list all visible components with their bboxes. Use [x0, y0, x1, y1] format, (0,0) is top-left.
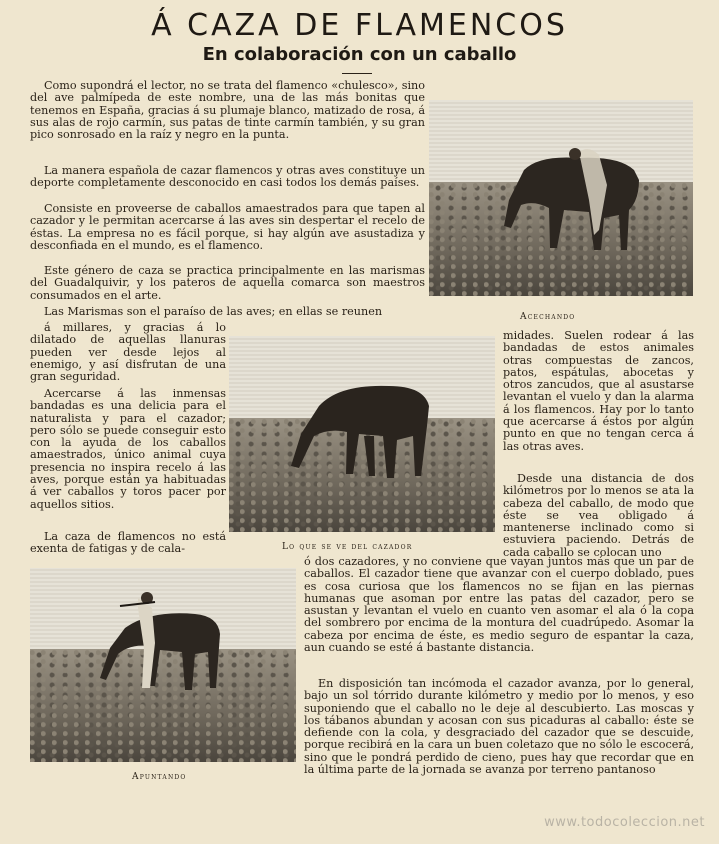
title-rule	[342, 73, 372, 74]
paragraph-6: á millares, y gracias á lo dilatado de aquellas llanuras pueden ver desde lejos al enemigo, y así disfrutan de una gran seguridad.	[30, 321, 226, 384]
photo-apuntando	[30, 568, 296, 762]
paragraph-5: Las Marismas son el paraíso de las aves; en ellas se reunen	[44, 305, 383, 318]
caption-apuntando: Apuntando	[132, 772, 187, 782]
paragraph-1: Como supondrá el lector, no se trata del flamenco «chulesco», sino del ave palmípeda de este nombre, una de las más bonitas que tenemos en España, gracias á su plumaje blanco, matizado de rosa, á sus alas de rojo carmín, sus patas de tinte carmín también, y su gran pico sonrosado en la raíz y negro en la punta.	[30, 79, 425, 142]
caption-acechando: Acechando	[520, 312, 576, 322]
paragraph-4: Este género de caza se practica principalmente en las marismas del Guadalquivir, y los pateros de aquella comarca son maestros consumados en el arte.	[30, 264, 425, 302]
paragraph-2: La manera española de cazar flamencos y otras aves constituye un deporte completamente desconocido en casi todos los demás países.	[30, 164, 425, 190]
article-title: Á CAZA DE FLAMENCOS	[151, 8, 568, 43]
paragraph-8: La caza de flamencos no está exenta de fatigas y de cala-	[30, 530, 226, 556]
horse-illustration	[229, 336, 495, 532]
paragraph-12: En disposición tan incómoda el cazador avanza, por lo general, bajo un sol tórrido durante kilómetro y medio por lo menos, y eso suponiendo que el caballo no le deje al descubierto. Las moscas y los tábanos abundan y acosan con sus picaduras al caballo: éste se defiende con la cola, y desgraciado del cazador que se descuide, porque recibirá en la cara un buen coletazo que no sólo le escocerá, sino que le pondrá perdido de cieno, pues hay que recordar que en la última parte de la jornada se avanza por terreno pantanoso	[304, 677, 694, 777]
photo-acechando	[429, 100, 693, 296]
paragraph-3: Consiste en proveerse de caballos amaestrados para que tapen al cazador y le permitan acercarse á las aves sin despertar el recelo de éstas. La empresa no es fácil porque, si hay algún ave asustadiza y desconfiada en el mundo, es el flamenco.	[30, 202, 425, 252]
paragraph-9: midades. Suelen rodear á las bandadas de estos animales otras compuestas de zancos, patos, espátulas, abocetas y otros zancudos, que al asustarse levantan el vuelo y dan la alarma á los flamencos. Hay por lo tanto que acercarse á éstos por algún punto en que no tengan cerca á las otras aves.	[503, 329, 694, 453]
article-subtitle: En colaboración con un caballo	[202, 44, 517, 65]
paragraph-11: ó dos cazadores, y no conviene que vayan juntos más que un par de caballos. El cazador tiene que avanzar con el cuerpo doblado, pues es cosa curiosa que los flamencos no se fijan en las piernas humanas que asoman por entre las patas del cazador, pero se asustan y levantan el vuelo en cuanto ven asomar el ala ó la copa del sombrero por encima de la montura del cuadrúpedo. Asomar la cabeza por encima de éste, es medio seguro de espantar la caza, aun cuando se esté á bastante distancia.	[304, 555, 694, 655]
hunter-aiming-illustration	[30, 568, 296, 762]
photo-lo-que-se-ve	[229, 336, 495, 532]
caption-lo-que-se-ve: Lo que se ve del cazador	[282, 542, 413, 552]
watermark: www.todocoleccion.net	[544, 815, 705, 830]
paragraph-7: Acercarse á las inmensas bandadas es una delicia para el naturalista y para el cazador; pero sólo se puede conseguir esto con la ayuda de los caballos amaestrados, único animal cuya presencia no inspira recelo á las aves, porque están ya habituadas á ver caballos y toros pacer por aquellos sitios.	[30, 387, 226, 511]
paragraph-10: Desde una distancia de dos kilómetros por lo menos se ata la cabeza del caballo, de modo que éste se vea obligado á mantenerse inclinado como si estuviera paciendo. Detrás de cada caballo se colocan uno	[503, 472, 694, 559]
horse-and-hunter-illustration	[429, 100, 693, 296]
